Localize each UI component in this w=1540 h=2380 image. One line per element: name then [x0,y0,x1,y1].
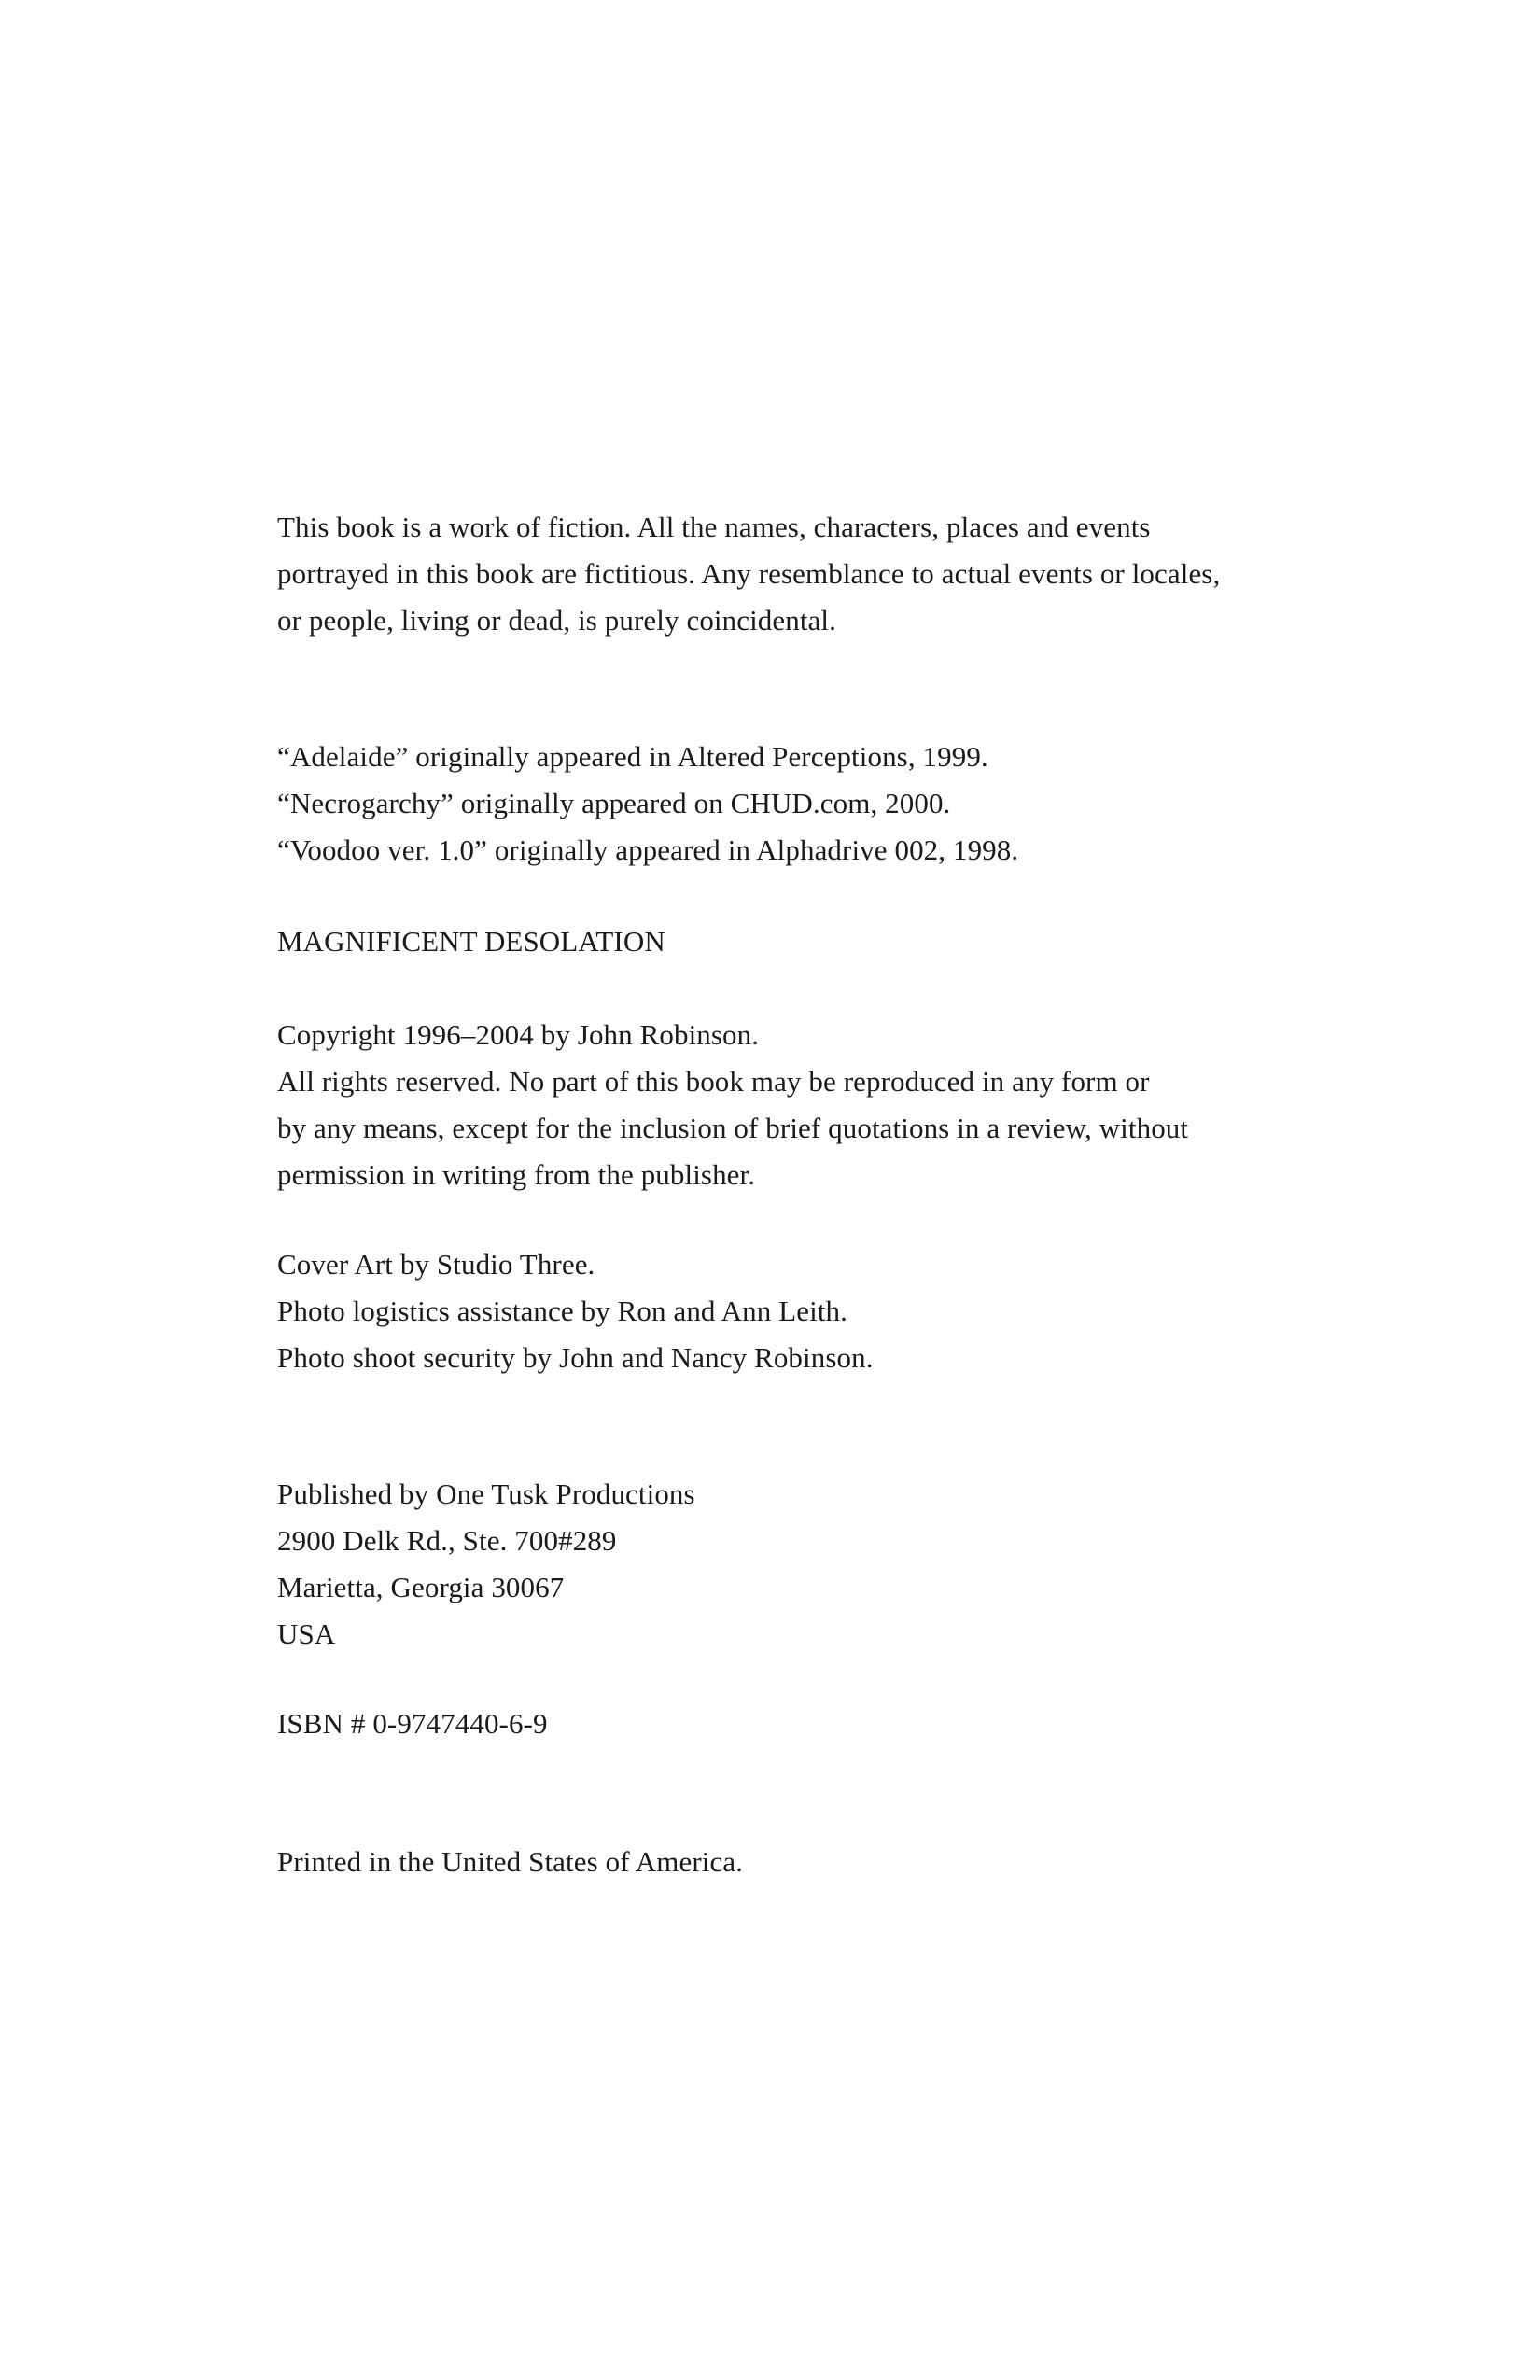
copyright-notice [277,1012,1453,1198]
credit-line: Photo logistics assistance by Ron and Ann Leith. [277,1295,847,1327]
book-title-text: MAGNIFICENT DESOLATION [277,925,665,958]
publisher-address [277,1471,1453,1658]
printed-text: Printed in the United States of America. [277,1845,744,1878]
disclaimer-line: or people, living or dead, is purely coincidental. [277,604,836,637]
disclaimer-line: This book is a work of fiction. All the names, characters, places and events [277,511,1151,543]
isbn-text: ISBN # 0-9747440-6-9 [277,1707,548,1740]
appearance-line: “Adelaide” originally appeared in Altered Perceptions, 1999. [277,740,988,773]
publisher-line: 2900 Delk Rd., Ste. 700#289 [277,1524,617,1557]
prior-appearances [277,734,1453,874]
credit-line: Cover Art by Studio Three. [277,1248,595,1281]
publisher-line: Marietta, Georgia 30067 [277,1571,565,1603]
copyright-line: All rights reserved. No part of this book may be reproduced in any form or [277,1065,1150,1098]
appearance-line: “Voodoo ver. 1.0” originally appeared in Alphadrive 002, 1998. [277,833,1019,866]
copyright-line: Copyright 1996–2004 by John Robinson. [277,1018,760,1051]
credits [277,1241,1453,1381]
appearance-line: “Necrogarchy” originally appeared on CHUD.com, 2000. [277,787,951,819]
copyright-line: by any means, except for the inclusion of brief quotations in a review, without [277,1112,1189,1144]
publisher-line: USA [277,1617,336,1650]
credit-line: Photo shoot security by John and Nancy Robinson. [277,1341,874,1374]
publisher-line: Published by One Tusk Productions [277,1477,695,1510]
disclaimer-line: portrayed in this book are fictitious. Any resemblance to actual events or locales, [277,557,1221,590]
book-title [277,918,1453,965]
copyright-line: permission in writing from the publisher. [277,1158,756,1191]
isbn [277,1701,1453,1747]
fiction-disclaimer [277,504,1453,644]
printed-notice [277,1839,1453,1885]
